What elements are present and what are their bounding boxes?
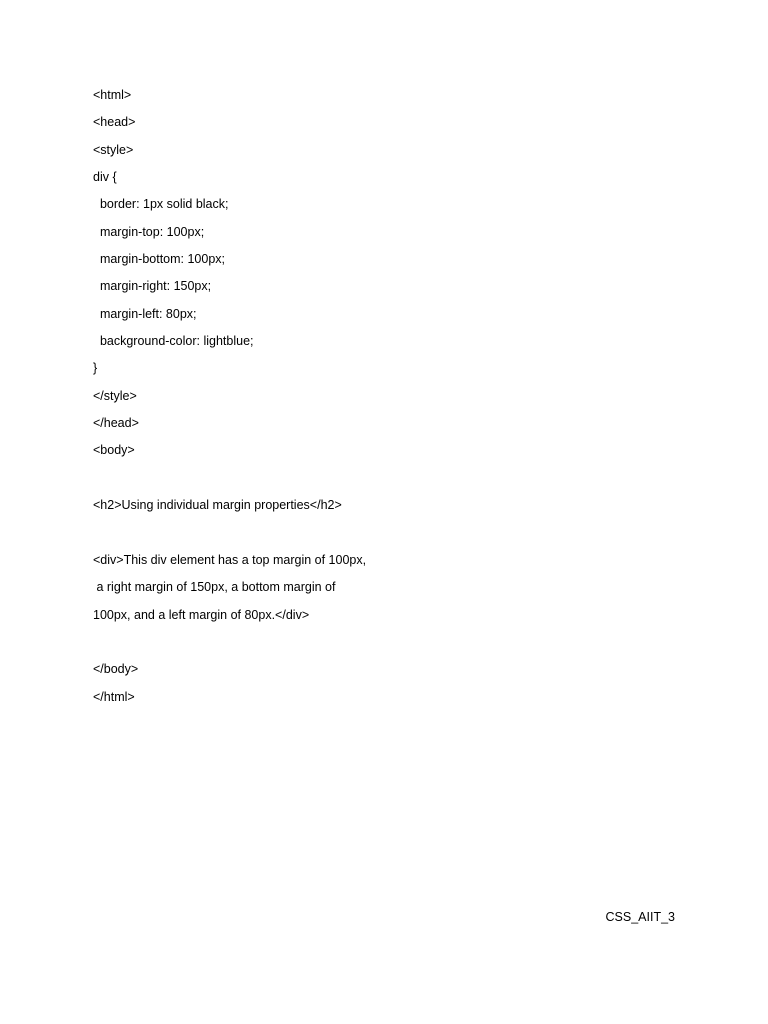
code-line: <h2>Using individual margin properties</h2> [93, 498, 342, 513]
code-line: margin-bottom: 100px; [93, 252, 226, 267]
code-line: <body> [93, 443, 135, 458]
code-line: margin-top: 100px; [93, 224, 205, 239]
blank-line [93, 469, 693, 496]
page-footer-label: CSS_AIIT_3 [605, 910, 675, 924]
code-line: </head> [93, 416, 139, 431]
code-line: border: 1px solid black; [93, 197, 229, 212]
code-line: div { [93, 170, 117, 185]
code-line: <head> [93, 115, 136, 130]
code-listing [93, 86, 693, 715]
code-line: margin-left: 80px; [93, 306, 197, 321]
blank-line [93, 524, 693, 551]
code-line: </body> [93, 662, 139, 677]
code-line: </style> [93, 388, 137, 403]
code-line: 100px, and a left margin of 80px.</div> [93, 607, 310, 622]
code-line: <style> [93, 142, 134, 157]
code-line: background-color: lightblue; [93, 334, 254, 349]
code-line: } [93, 361, 98, 376]
code-line: a right margin of 150px, a bottom margin of [93, 580, 336, 595]
code-line: margin-right: 150px; [93, 279, 212, 294]
code-line: <html> [93, 88, 132, 102]
code-line: <div>This div element has a top margin of 100px, [93, 552, 367, 567]
code-line: </html> [93, 689, 135, 704]
blank-line [93, 633, 693, 660]
